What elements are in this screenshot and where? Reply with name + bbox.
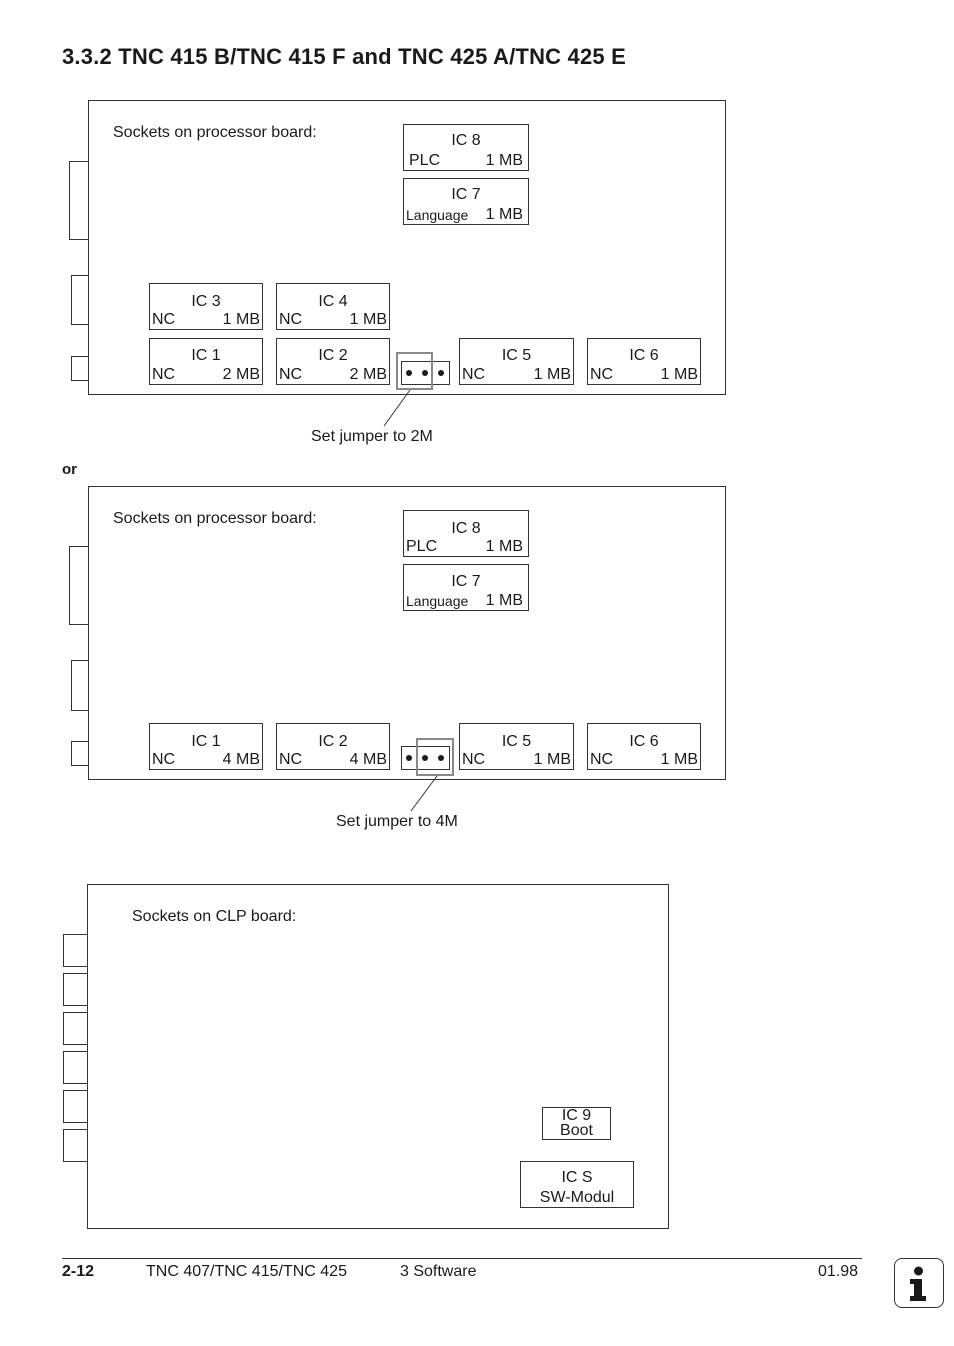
board-connector-tab [71, 275, 89, 325]
socket-ic6 [587, 723, 701, 770]
footer-doc-title: TNC 407/TNC 415/TNC 425 [146, 1263, 347, 1280]
board-label: Sockets on processor board: [113, 510, 317, 527]
socket-ic4 [276, 283, 390, 330]
board-connector-tab [63, 1129, 88, 1162]
socket-ic8 [403, 124, 529, 171]
socket-name: IC 6 [629, 347, 659, 364]
board-connector-tab [71, 741, 89, 766]
socket-size: 4 MB [349, 751, 387, 768]
socket-ic7 [403, 564, 529, 611]
socket-ic5 [459, 338, 574, 385]
socket-ics [520, 1161, 634, 1208]
socket-type: Boot [560, 1122, 593, 1139]
socket-type: Language [406, 593, 469, 609]
jumper-caption: Set jumper to 4M [336, 813, 458, 830]
board-connector-tab [71, 356, 89, 381]
socket-size: 1 MB [660, 751, 698, 768]
socket-type: PLC [406, 538, 438, 555]
socket-name: IC 2 [318, 347, 348, 364]
socket-size: 1 MB [533, 751, 571, 768]
board-label: Sockets on CLP board: [132, 908, 297, 925]
socket-type: NC [279, 366, 303, 383]
socket-name: IC 3 [191, 293, 221, 310]
board-connector-tab [63, 934, 88, 967]
socket-size: 4 MB [222, 751, 260, 768]
socket-size: 2 MB [222, 366, 260, 383]
socket-name: IC S [561, 1169, 593, 1186]
jumper-2m [396, 352, 452, 390]
socket-type: NC [279, 751, 303, 768]
socket-type: NC [590, 751, 614, 768]
socket-ic3 [149, 283, 263, 330]
board-connector-tab [69, 546, 89, 625]
socket-size: 1 MB [349, 311, 387, 328]
footer-page-number: 2-12 [62, 1263, 95, 1280]
socket-ic1 [149, 723, 263, 770]
socket-size: 1 MB [533, 366, 571, 383]
socket-size: 1 MB [485, 152, 523, 169]
or-label: or [62, 461, 77, 478]
board-connector-tab [71, 660, 89, 711]
socket-ic2 [276, 723, 390, 770]
socket-ic8 [403, 510, 529, 557]
socket-ic7 [403, 178, 529, 225]
footer-section: 3 Software [400, 1263, 477, 1280]
socket-name: IC 7 [451, 573, 481, 590]
socket-size: 1 MB [660, 366, 698, 383]
socket-name: IC 8 [451, 132, 481, 149]
jumper-pin [438, 755, 444, 761]
socket-ic1 [149, 338, 263, 385]
socket-ic5 [459, 723, 574, 770]
jumper-pin [406, 370, 412, 376]
socket-ic6 [587, 338, 701, 385]
socket-name: IC 5 [501, 347, 532, 364]
socket-size: 1 MB [485, 206, 523, 223]
board-connector-tab [69, 161, 89, 240]
socket-name: IC 6 [629, 733, 659, 750]
socket-type: Language [406, 207, 469, 223]
jumper-caption: Set jumper to 2M [311, 428, 433, 445]
socket-name: IC 7 [451, 186, 481, 203]
section-heading: 3.3.2 TNC 415 B/TNC 415 F and TNC 425 A/TNC 425 E [62, 44, 627, 69]
socket-type: NC [152, 751, 176, 768]
socket-ic9 [542, 1107, 611, 1140]
board-connector-tab [63, 1051, 88, 1084]
socket-type: NC [152, 311, 176, 328]
info-icon[interactable] [894, 1258, 944, 1308]
jumper-4m [400, 738, 456, 776]
socket-type: NC [279, 311, 303, 328]
jumper-pin [406, 755, 412, 761]
socket-type: PLC [409, 152, 441, 169]
socket-name: IC 5 [501, 733, 532, 750]
socket-name: IC 8 [451, 520, 481, 537]
socket-name: IC 1 [191, 347, 221, 364]
board-label: Sockets on processor board: [113, 124, 317, 141]
jumper-pin [438, 370, 444, 376]
socket-name: IC 1 [191, 733, 221, 750]
footer-rule [62, 1258, 862, 1259]
board-connector-tab [63, 1090, 88, 1123]
socket-ic2 [276, 338, 390, 385]
socket-size: 2 MB [349, 366, 387, 383]
socket-type: NC [590, 366, 614, 383]
socket-name: IC 9 [561, 1107, 592, 1124]
socket-type: NC [462, 751, 486, 768]
footer-date: 01.98 [818, 1263, 859, 1280]
socket-type: NC [152, 366, 176, 383]
board-connector-tab [63, 1012, 88, 1045]
jumper-pin [422, 755, 428, 761]
socket-size: 1 MB [222, 311, 260, 328]
socket-size: 1 MB [485, 592, 523, 609]
jumper-pin [422, 370, 428, 376]
socket-size: 1 MB [485, 538, 523, 555]
socket-type: SW-Modul [539, 1189, 615, 1206]
socket-name: IC 2 [318, 733, 348, 750]
socket-name: IC 4 [318, 293, 348, 310]
board-connector-tab [63, 973, 88, 1006]
socket-type: NC [462, 366, 486, 383]
